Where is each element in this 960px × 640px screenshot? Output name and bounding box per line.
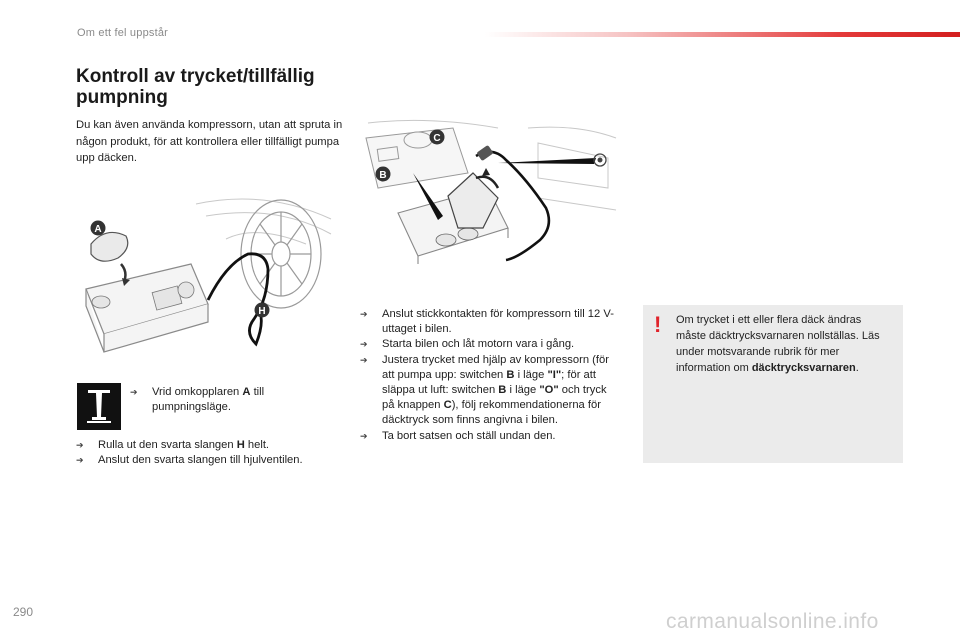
arrow-bullet-icon: ➔ bbox=[76, 440, 84, 450]
header-accent-bar bbox=[485, 32, 960, 37]
label-h: H bbox=[258, 306, 266, 317]
list-item: ➔ Anslut stickkontakten för kompressorn till 12 V-uttaget i bilen. bbox=[360, 308, 614, 336]
arrow-bullet-icon: ➔ bbox=[360, 354, 368, 365]
label-c: C bbox=[433, 133, 441, 144]
arrow-bullet-icon: ➔ bbox=[360, 430, 368, 441]
tire-valve-icon bbox=[77, 383, 121, 430]
list-item: ➔ Rulla ut den svarta slangen H helt. bbox=[76, 438, 366, 453]
compressor-figure bbox=[76, 194, 336, 360]
arrow-bullet-icon: ➔ bbox=[130, 387, 138, 397]
note-text: Om trycket i ett eller flera däck ändras måste däcktrycksvarnaren nollställas. Läs under motsvarande rubrik för mer information om däcktrycksvarnaren. bbox=[676, 314, 880, 374]
list-item: ➔ Ta bort satsen och ställ undan den. bbox=[360, 429, 620, 444]
section-header: Om ett fel uppstår bbox=[77, 27, 169, 39]
list-item: ➔ Justera trycket med hjälp av kompressorn (för att pumpa upp: switchen B i läge "I"; för att släppa ut luft: switchen B i läge "O" och tryck på knappen C), följ rekommendationerna för däcktryck som finns angivna i bilen. bbox=[360, 353, 609, 427]
exclamation-icon: ! bbox=[654, 312, 662, 337]
step-list-hose bbox=[76, 438, 366, 468]
page-title: Kontroll av trycket/tillfällig pumpning bbox=[76, 66, 315, 108]
socket-figure bbox=[358, 118, 620, 264]
arrow-bullet-icon: ➔ bbox=[360, 339, 368, 350]
label-a: A bbox=[94, 224, 102, 235]
selector-switch bbox=[91, 232, 128, 261]
list-item: ➔ Anslut den svarta slangen till hjulventilen. bbox=[76, 453, 366, 468]
step-list-pressure bbox=[360, 307, 620, 444]
intro-paragraph: Du kan även använda kompressorn, utan att spruta in någon produkt, för att kontrollera eller tillfälligt pumpa upp däcken. bbox=[76, 119, 343, 164]
step-list-switch bbox=[130, 385, 310, 415]
page-number: 290 bbox=[13, 605, 34, 619]
watermark: carmanualsonline.info bbox=[666, 610, 879, 633]
label-b: B bbox=[379, 170, 387, 181]
list-item: ➔ Starta bilen och låt motorn vara i gång. bbox=[360, 337, 620, 352]
list-item: ➔ Vrid omkopplaren A till pumpningsläge. bbox=[130, 386, 265, 414]
arrow-bullet-icon: ➔ bbox=[360, 309, 368, 319]
arrow-bullet-icon: ➔ bbox=[76, 455, 84, 466]
